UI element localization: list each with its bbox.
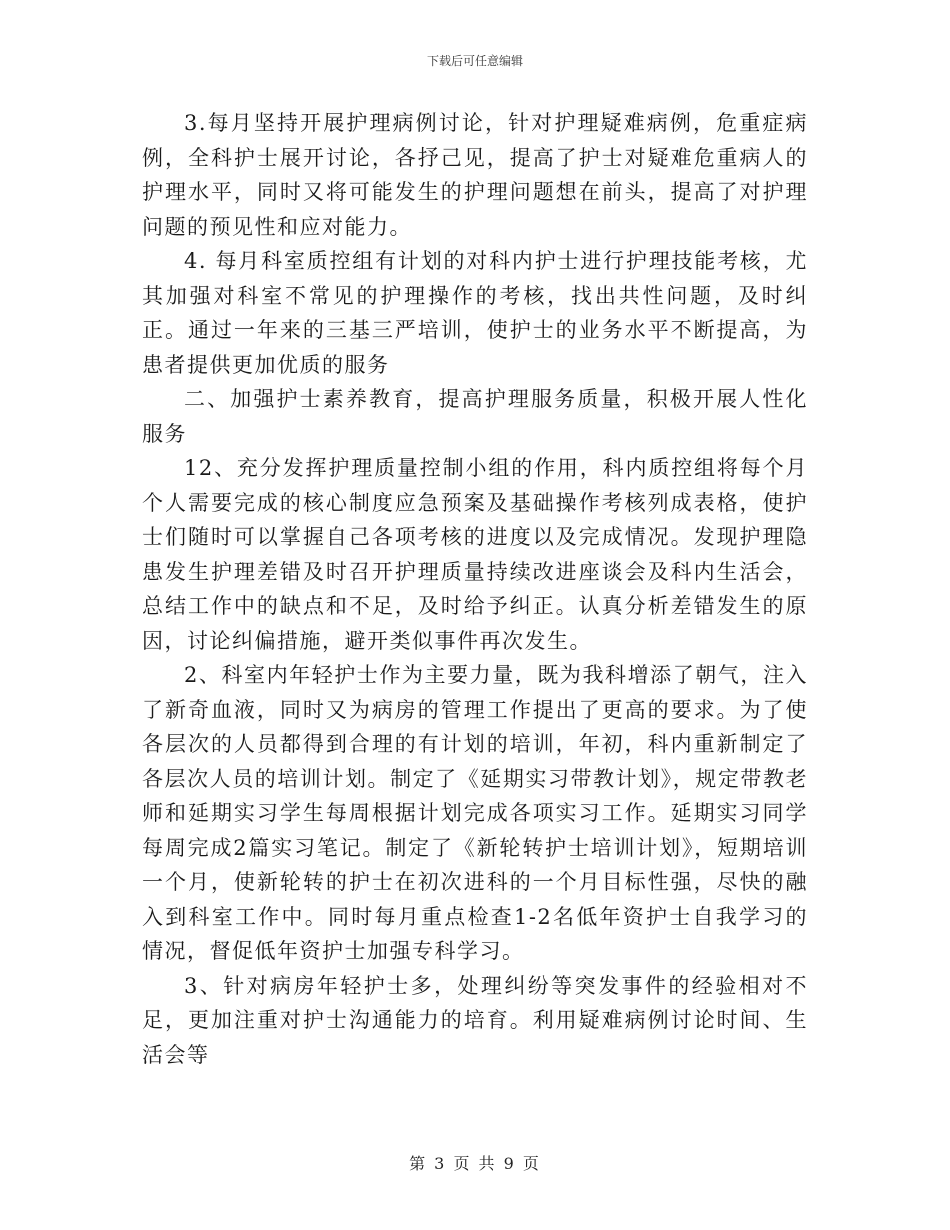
page-header: 下载后可任意编辑 [426,54,523,68]
document-body [142,106,808,1072]
paragraph: 4. 每月科室质控组有计划的对科内护士进行护理技能考核，尤其加强对科室不常见的护理操作的考核，找出共性问题，及时纠正。通过一年来的三基三严培训，使护士的业务水平不断提高，为患者提供更加优质的服务 [142,249,808,377]
paragraph: 12、充分发挥护理质量控制小组的作用，科内质控组将每个月个人需要完成的核心制度应急预案及基础操作考核列成表格，使护士们随时可以掌握自己各项考核的进度以及完成情况。发现护理隐患发生护理差错及时召开护理质量持续改进座谈会及科内生活会，总结工作中的缺点和不足，及时给予纠正。认真分析差错发生的原因，讨论纠偏措施，避开类似事件再次发生。 [142,456,808,653]
paragraph: 3、针对病房年轻护士多，处理纠纷等突发事件的经验相对不足，更加注重对护士沟通能力的培育。利用疑难病例讨论时间、生活会等 [142,973,808,1067]
page-number-footer: 第 3 页 共 9 页 [409,1154,541,1173]
section-heading: 二、加强护士素养教育，提高护理服务质量，积极开展人性化服务 [142,387,808,446]
paragraph: 2、科室内年轻护士作为主要力量，既为我科增添了朝气，注入了新奇血液，同时又为病房的管理工作提出了更高的要求。为了使各层次的人员都得到合理的有计划的培训，年初，科内重新制定了各层次人员的培训计划。制定了《延期实习带教计划》，规定带教老师和延期实习学生每周根据计划完成各项实习工作。延期实习同学每周完成2篇实习笔记。制定了《新轮转护士培训计划》，短期培训一个月，使新轮转的护士在初次进科的一个月目标性强，尽快的融入到科室工作中。同时每月重点检查1-2名低年资护士自我学习的情况，督促低年资护士加强专科学习。 [142,663,808,963]
paragraph: 3.每月坚持开展护理病例讨论，针对护理疑难病例，危重症病例，全科护士展开讨论，各抒己见，提高了护士对疑难危重病人的护理水平，同时又将可能发生的护理问题想在前头，提高了对护理问题的预见性和应对能力。 [142,111,808,239]
